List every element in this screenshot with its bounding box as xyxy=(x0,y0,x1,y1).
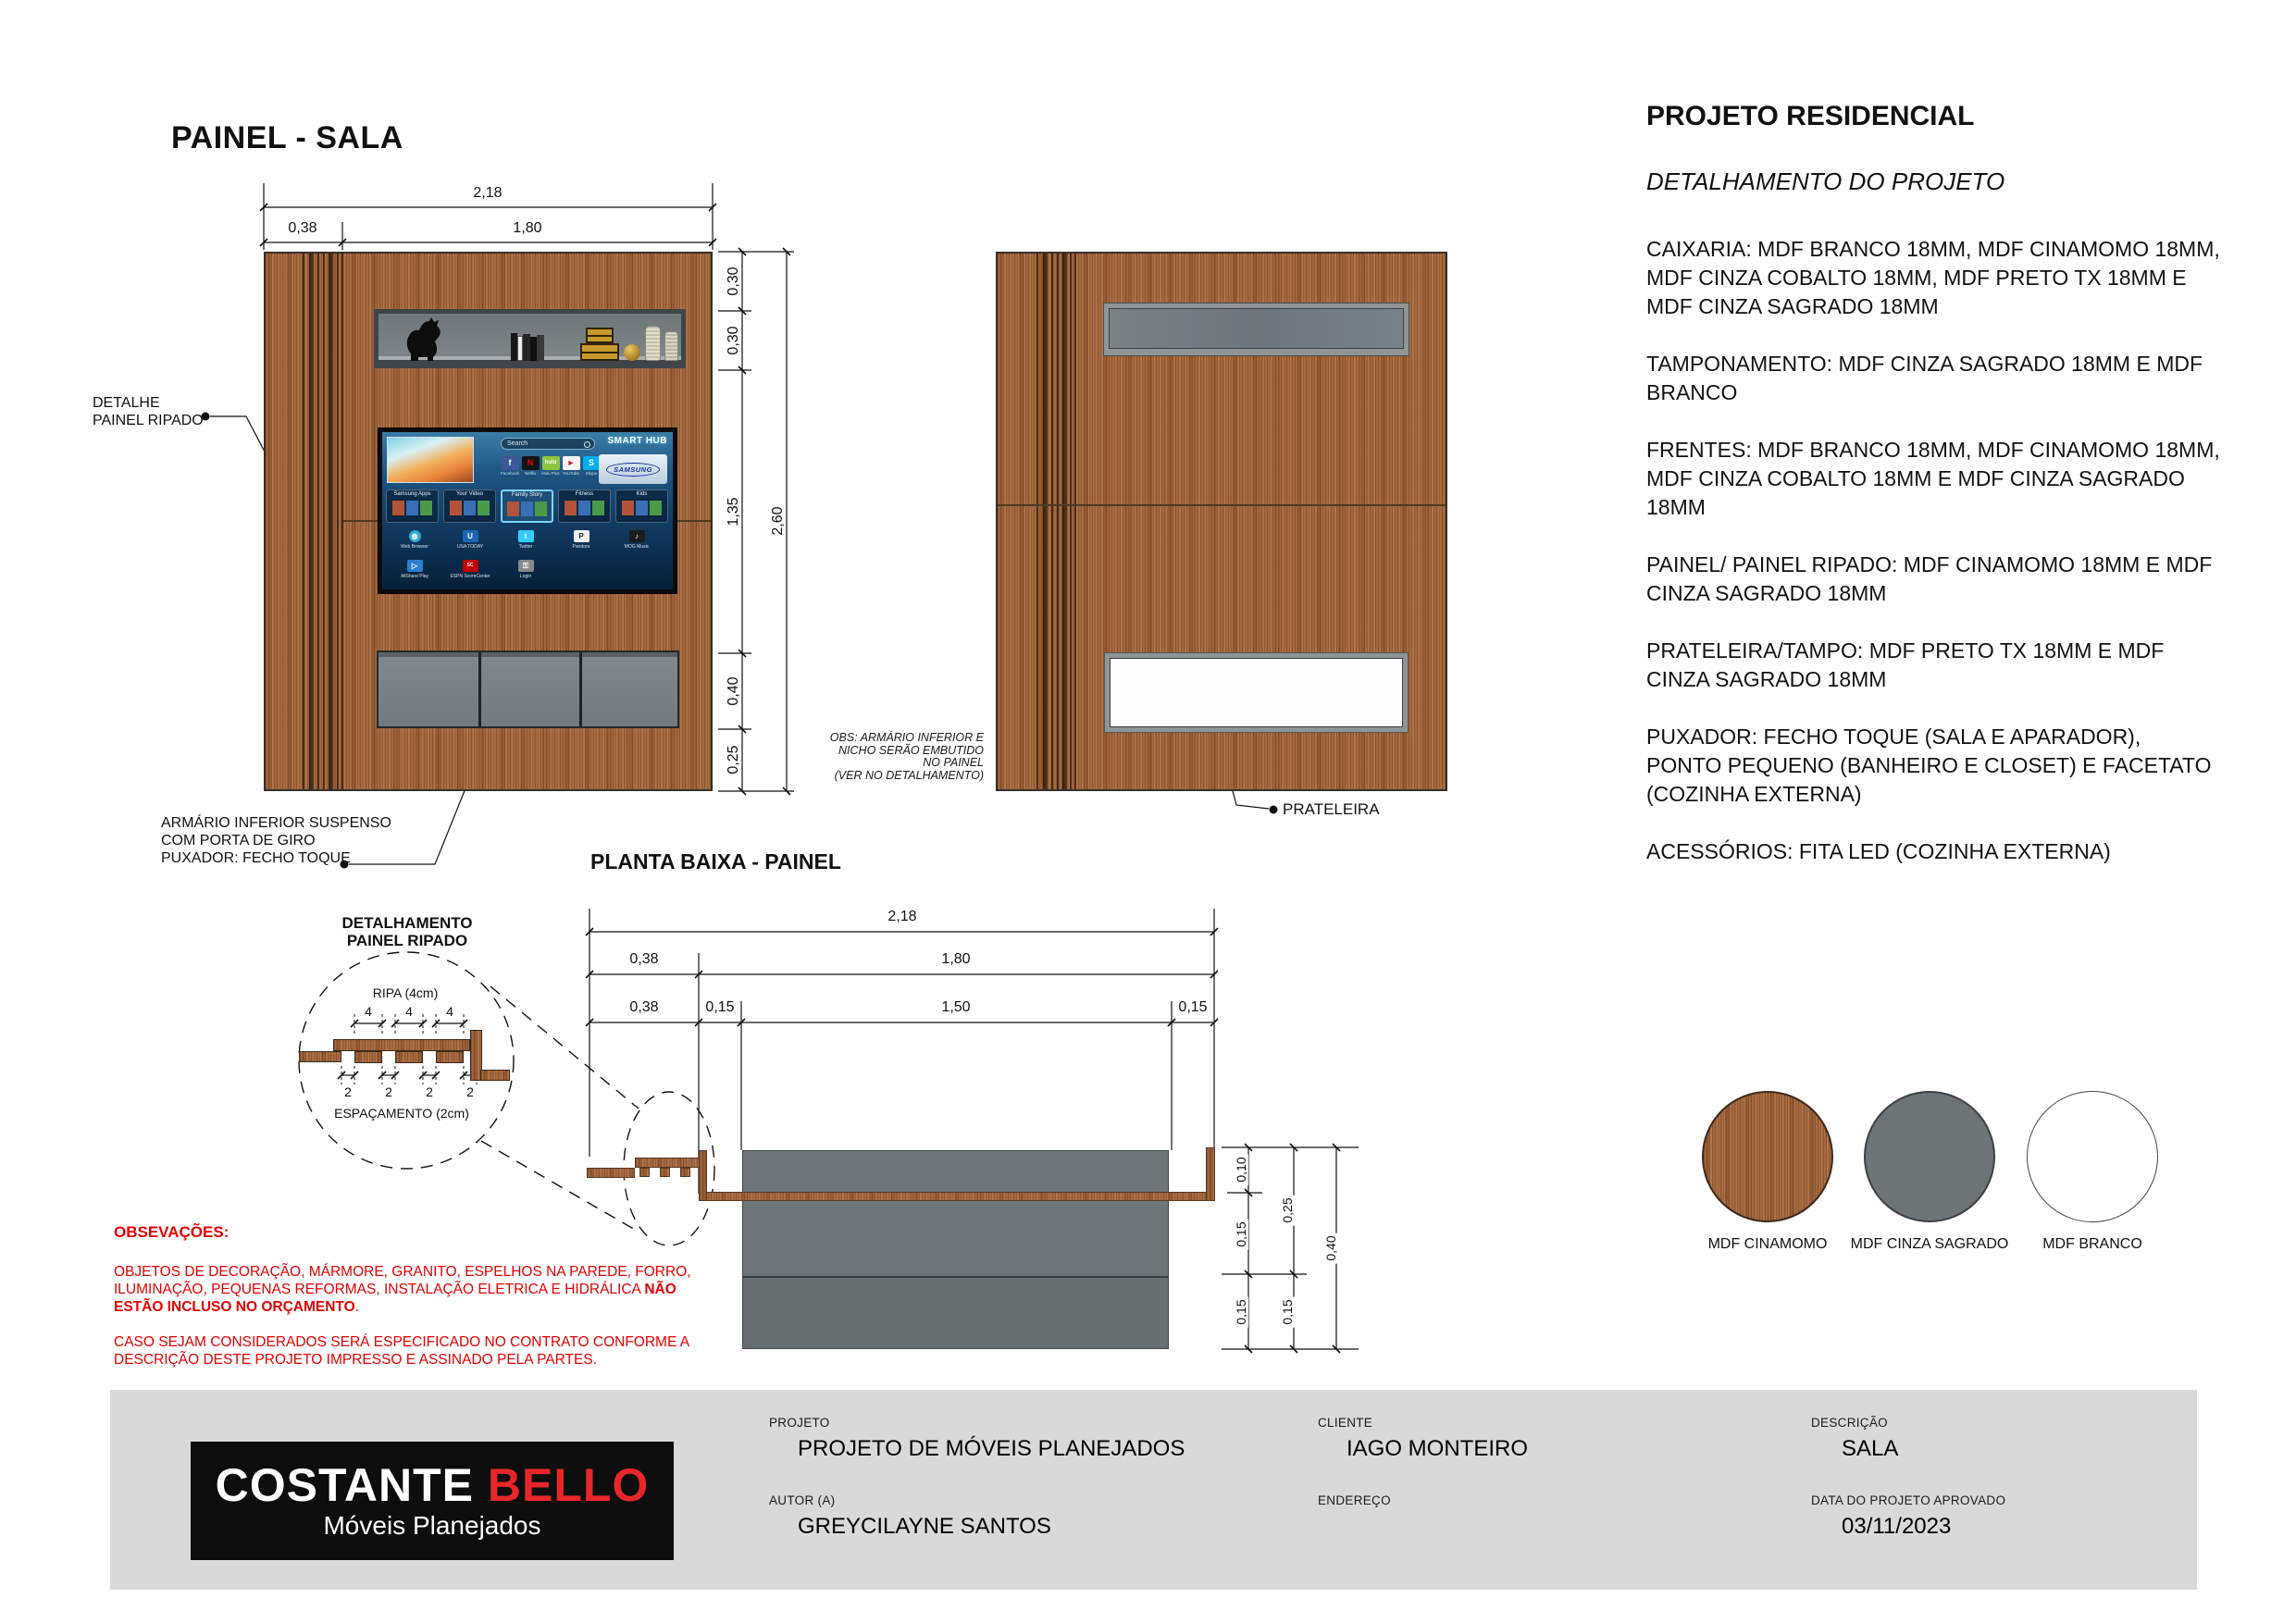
detail-return-board xyxy=(480,1070,510,1081)
tv-tile-family-story: Family Story xyxy=(501,489,553,523)
dim-label: 0,10 xyxy=(1234,1154,1248,1184)
plan-panel-board xyxy=(699,1192,1214,1201)
tv-app-twitter: t Twitter xyxy=(518,532,533,550)
smart-hub-logo: SMART HUB xyxy=(607,436,667,446)
dim-label: 0,30 xyxy=(726,323,741,357)
dim-label: 0,15 xyxy=(1175,1000,1210,1015)
dim-label: 2,60 xyxy=(771,503,786,538)
field-label-descricao: DESCRIÇÃO xyxy=(1811,1416,1888,1430)
project-specs xyxy=(1646,102,2220,895)
lower-cabinet-back xyxy=(1104,652,1409,733)
mog-icon: ♪ xyxy=(629,530,645,542)
display-niche-back xyxy=(1103,303,1409,356)
spec-tamponamento: TAMPONAMENTO: MDF CINZA SAGRADO 18MM E MDF BRANCO xyxy=(1646,352,2203,404)
logo-subtitle: Móveis Planejados xyxy=(323,1511,541,1540)
slat-line xyxy=(309,254,314,789)
slat-line xyxy=(329,254,333,789)
dim-label: 0,15 xyxy=(1280,1296,1295,1327)
door-divider xyxy=(478,652,481,726)
page-title: PAINEL - SALA xyxy=(171,120,403,155)
gold-sphere-decor xyxy=(624,344,640,361)
dim-label: 0,30 xyxy=(726,264,741,298)
tv-app-allshare: ▷ AllShare Play xyxy=(400,562,428,579)
swatch-label: MDF CINZA SAGRADO xyxy=(1850,1236,2009,1252)
youtube-icon: ► xyxy=(563,456,580,470)
field-value-cliente: IAGO MONTEIRO xyxy=(1347,1436,1529,1461)
tv-app-usa-today: U USA TODAY xyxy=(456,532,484,550)
slat-line xyxy=(1070,254,1072,789)
globe-icon: ◍ xyxy=(409,530,421,542)
plan-wall-board xyxy=(587,1168,635,1178)
plan-ripado-slat xyxy=(639,1168,650,1177)
detail-callout-circles xyxy=(299,952,714,1245)
slat-line xyxy=(1043,254,1048,789)
field-label-projeto: PROJETO xyxy=(769,1416,830,1430)
dim-label: 4 xyxy=(365,1004,372,1019)
logo-text-costante: COSTANTE xyxy=(215,1459,474,1511)
search-icon xyxy=(584,441,590,448)
panel-seam xyxy=(998,504,1446,506)
samsung-logo: SAMSUNG xyxy=(606,463,660,477)
field-label-cliente: CLIENTE xyxy=(1318,1416,1373,1430)
dim-label: 0,15 xyxy=(1234,1219,1248,1249)
skype-icon: S xyxy=(583,456,601,470)
dim-label: 0,38 xyxy=(285,221,319,236)
facebook-icon: f xyxy=(502,456,519,470)
slat-line xyxy=(323,254,325,789)
dim-label: 0,40 xyxy=(726,674,741,708)
spec-painel-ripado: PAINEL/ PAINEL RIPADO: MDF CINAMOMO 18MM E MDF CINZA SAGRADO 18MM xyxy=(1646,552,2213,605)
tv-app-espn: SC ESPN ScoreCenter xyxy=(443,560,497,579)
tv-screen xyxy=(382,432,673,589)
dim-label: 2,18 xyxy=(885,910,919,924)
title-block-footer xyxy=(110,1390,2197,1590)
specs-subheading: DETALHAMENTO DO PROJETO xyxy=(1646,167,2005,195)
dim-label: 4 xyxy=(446,1004,453,1019)
dim-label: 1,50 xyxy=(938,1000,973,1015)
swatch-mdf-cinza-sagrado xyxy=(1864,1091,1995,1222)
tv-photo-tile xyxy=(387,437,474,483)
tv-tile-fitness: Fitness xyxy=(558,489,611,523)
hulu-icon: hulu xyxy=(542,456,560,470)
tv-tile-kids: Kids xyxy=(615,489,668,523)
tv xyxy=(378,427,677,594)
swatch-mdf-branco xyxy=(2027,1091,2158,1222)
plan-ripado-board xyxy=(635,1158,700,1168)
detail-wall-board xyxy=(299,1051,341,1062)
vase-decor xyxy=(664,331,678,361)
dim-label: 1,80 xyxy=(510,221,544,236)
netflix-icon: N xyxy=(522,456,540,470)
dim-label: 0,38 xyxy=(627,952,661,967)
slat-line xyxy=(1062,254,1067,789)
cabinet-top-edge xyxy=(379,652,677,657)
tv-tile-your-video: Your Video xyxy=(443,489,496,523)
specs-heading: PROJETO RESIDENCIAL xyxy=(1646,101,1975,131)
trunk-decor-bottom xyxy=(580,343,619,361)
detail-slat xyxy=(436,1051,464,1063)
slat-line xyxy=(337,254,339,789)
spec-prateleira-tampo: PRATELEIRA/TAMPO: MDF PRETO TX 18MM E MDF CINZA SAGRADO 18MM xyxy=(1646,638,2165,691)
field-value-projeto: PROJETO DE MÓVEIS PLANEJADOS xyxy=(798,1436,1185,1461)
tv-login: ⚿ Login xyxy=(499,560,552,579)
trunk-decor-top xyxy=(586,328,614,343)
slat-line xyxy=(303,254,304,789)
swatch-label: MDF BRANCO xyxy=(2042,1236,2142,1252)
login-icon: ⚿ xyxy=(518,560,534,572)
tv-app-web-browser: ◍ Web Browser xyxy=(401,532,428,550)
ripa-label: RIPA (4cm) xyxy=(372,985,439,1000)
spec-acessorios: ACESSÓRIOS: FITA LED (COZINHA EXTERNA) xyxy=(1646,839,2111,863)
observacoes-paragraph-1: OBJETOS DE DECORAÇÃO, MÁRMORE, GRANITO, ESPELHOS NA PAREDE, FORRO, ILUMINAÇÃO, PEQUENAS REFORMAS, INSTALAÇÃO ELETRICA E HIDRÁLICA NÃO ESTÃO INCLUSO NO ORÇAMENTO. xyxy=(114,1264,691,1315)
field-value-data: 03/11/2023 xyxy=(1842,1514,1952,1539)
tv-app-netflix: N Netflix xyxy=(521,456,540,476)
door-divider xyxy=(579,652,582,726)
twitter-bird-icon: t xyxy=(518,530,534,542)
annotation-obs-embutido: OBS: ARMÁRIO INFERIOR E NICHO SERÃO EMBUTIDO NO PAINEL (VER NO DETALHAMENTO) xyxy=(829,731,984,782)
plan-ripado-slat xyxy=(660,1168,670,1177)
espacamento-label: ESPAÇAMENTO (2cm) xyxy=(334,1106,469,1121)
field-label-endereco: ENDEREÇO xyxy=(1318,1493,1391,1507)
dim-label: 2,18 xyxy=(470,186,504,201)
tv-app-facebook: f Facebook xyxy=(501,458,519,476)
dim-label: 2 xyxy=(426,1084,433,1099)
swatch-mdf-cinamomo xyxy=(1702,1091,1833,1222)
logo-text-bello: BELLO xyxy=(487,1459,650,1511)
dim-label: 2 xyxy=(385,1084,392,1099)
detail-slat xyxy=(354,1051,382,1063)
tv-app-skype: S Skype xyxy=(582,456,601,476)
dim-label: 1,35 xyxy=(726,494,741,528)
pandora-icon: P xyxy=(574,530,590,542)
tv-app-mog: ♪ MOG Music xyxy=(624,532,650,550)
field-label-autor: AUTOR (A) xyxy=(769,1493,836,1507)
company-logo xyxy=(191,1442,674,1560)
swatch-label: MDF CINAMOMO xyxy=(1707,1236,1828,1252)
field-value-descricao: SALA xyxy=(1842,1436,1899,1461)
dim-label: 0,25 xyxy=(1280,1195,1295,1225)
dim-label: 0,38 xyxy=(627,1000,661,1015)
dog-sculpture-decor xyxy=(403,316,444,363)
plan-title: PLANTA BAIXA - PAINEL xyxy=(590,849,841,873)
observacoes-paragraph-2: CASO SEJAM CONSIDERADOS SERÁ ESPECIFICADO NO CONTRATO CONFORME A DESCRIÇÃO DESTE PROJETO IMPRESSO E ASSINADO PELA PARTES. xyxy=(114,1334,689,1368)
observacoes-heading: OBSEVAÇÕES: xyxy=(114,1223,230,1241)
niche-back-panel xyxy=(1109,308,1404,349)
dim-label: 0,15 xyxy=(702,1000,737,1015)
allshare-play-icon: ▷ xyxy=(407,560,423,572)
tv-app-hulu: hulu Hulu Plus xyxy=(541,456,560,476)
plan-panel-left-return xyxy=(699,1150,707,1201)
samsung-tile xyxy=(599,454,667,484)
tv-search-bar: Search xyxy=(501,438,595,450)
slat-line xyxy=(317,254,319,789)
dim-label: 1,80 xyxy=(938,952,973,967)
espn-icon: SC xyxy=(463,560,478,572)
tv-app-pandora: P Pandora xyxy=(572,532,590,550)
dim-label: 0,15 xyxy=(1234,1296,1248,1327)
cabinet-open-interior xyxy=(1110,658,1403,727)
field-value-autor: GREYCILAYNE SANTOS xyxy=(798,1514,1051,1539)
tv-tile-samsung-apps: Samsung Apps xyxy=(386,489,439,523)
ripado-detail-title: DETALHAMENTO PAINEL RIPADO xyxy=(341,914,473,949)
rope-vase-decor xyxy=(645,326,661,361)
dim-label: 2 xyxy=(344,1084,352,1099)
tv-app-youtube: ► YouTube xyxy=(563,458,579,476)
usa-today-icon: U xyxy=(463,530,478,542)
dim-label: 4 xyxy=(405,1004,413,1019)
annotation-armario-inferior: ARMÁRIO INFERIOR SUSPENSO COM PORTA DE GIRO PUXADOR: FECHO TOQUE xyxy=(161,815,391,866)
plan-panel-right-return xyxy=(1206,1147,1215,1201)
detail-backing-board xyxy=(333,1039,470,1051)
detail-slat xyxy=(395,1051,423,1063)
annotation-detalhe-ripado: DETALHE PAINEL RIPADO xyxy=(93,395,204,428)
field-label-data: DATA DO PROJETO APROVADO xyxy=(1811,1493,2006,1507)
slat-line xyxy=(1051,254,1053,789)
observacoes-block xyxy=(114,1223,947,1369)
slat-line xyxy=(1057,254,1059,789)
spec-frentes: FRENTES: MDF BRANCO 18MM, MDF CINAMOMO 18MM, MDF CINZA COBALTO 18MM E MDF CINZA SAGRADO 18MM xyxy=(1646,438,2220,519)
spec-caixaria: CAIXARIA: MDF BRANCO 18MM, MDF CINAMOMO 18MM, MDF CINZA COBALTO 18MM, MDF PRETO TX 18MM E MDF CINZA SAGRADO 18MM xyxy=(1646,237,2220,318)
books-decor xyxy=(511,333,544,361)
lower-cabinet-front xyxy=(377,650,679,728)
dim-label: 0,25 xyxy=(726,742,741,776)
plan-ripado-slat xyxy=(680,1168,690,1177)
dim-label: 2 xyxy=(466,1084,474,1099)
slat-line xyxy=(1036,254,1038,789)
spec-puxador: PUXADOR: FECHO TOQUE (SALA E APARADOR), PONTO PEQUENO (BANHEIRO E CLOSET) E FACETATO (COZINHA EXTERNA) xyxy=(1646,725,2212,806)
slat-line xyxy=(1074,254,1076,789)
dim-label: 0,40 xyxy=(1323,1233,1338,1263)
annotation-prateleira: PRATELEIRA xyxy=(1283,800,1380,818)
